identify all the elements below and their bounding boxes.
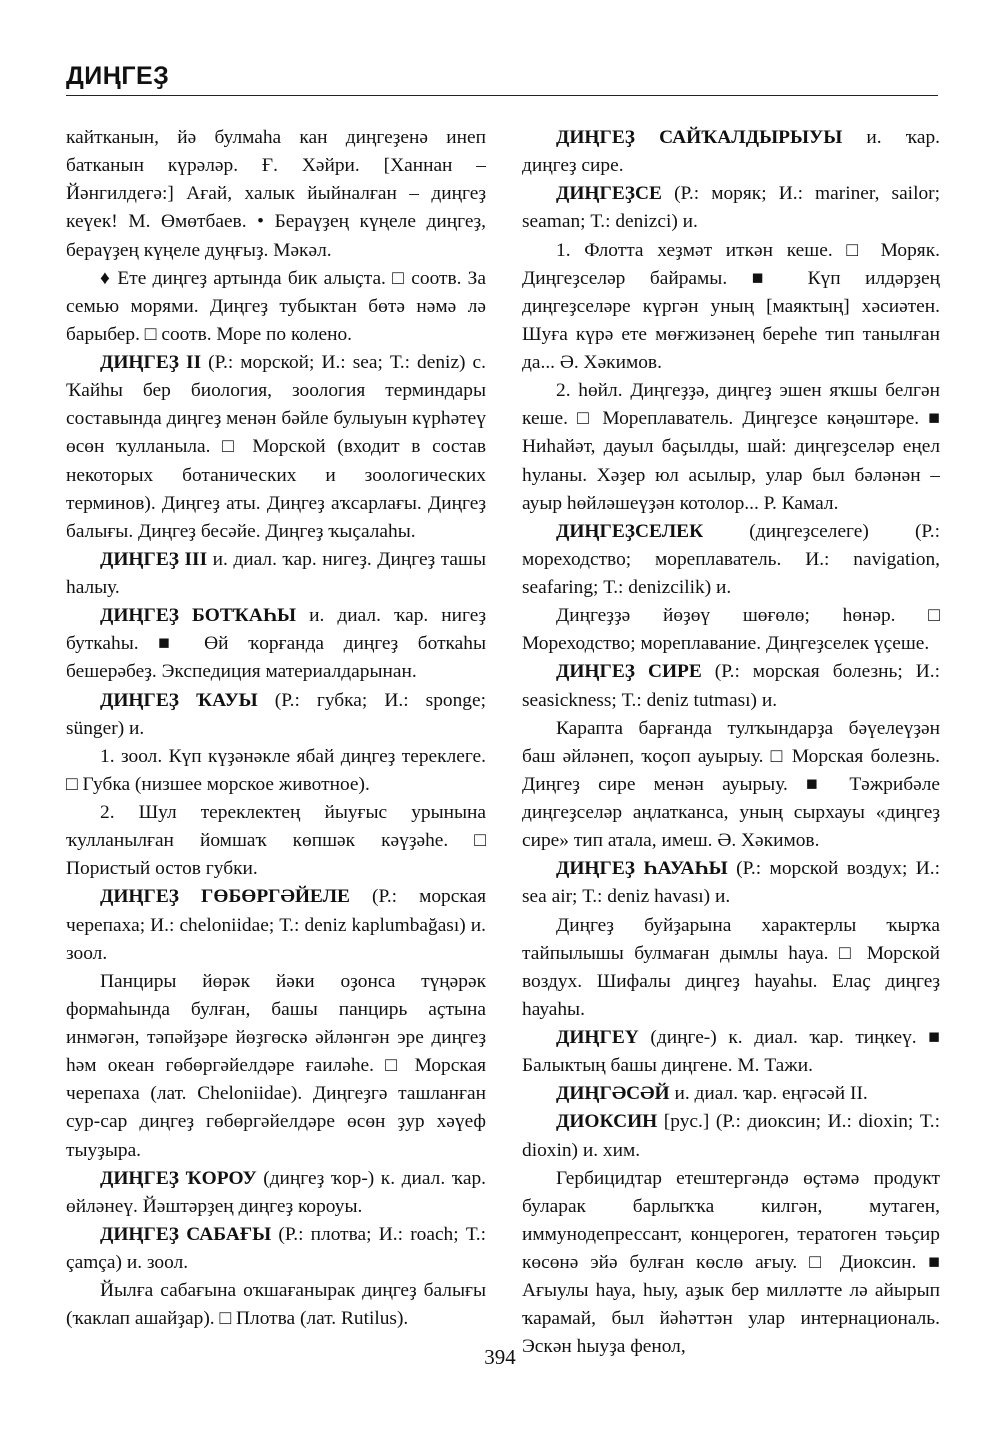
headword: ДИҢГЕҘСЕЛЕК [556, 520, 750, 542]
entry-paragraph: 1. зоол. Күп күҙәнәкле ябай диңгеҙ тереклеге. □ Губка (низшее морское животное). [66, 745, 486, 795]
left-column [66, 124, 486, 1333]
dictionary-entry: ДИОКСИН [рус.] (Р.: диоксин; И.: dioxin; Т.: dioxin) и. хим. [522, 1111, 940, 1161]
headword: ДИҢГЕҘ САЙҠАЛДЫРЫУЫ [556, 127, 843, 148]
entry-paragraph: Диңгеҙҙә йөҙөү шөғөлө; һөнәр. □ Мореходство; мореплавание. Диңгеҙселек үҫеше. [522, 605, 940, 655]
entry-paragraph: ♦ Ете диңгеҙ артында бик алыҫта. □ соотв. За семью морями. Диңгеҙ тубыктан бөтә нәмә лә барыбер. □ соотв. Море по колено. [66, 267, 486, 345]
headword: ДИҢГЕҘ СИРЕ [556, 661, 715, 683]
dictionary-entry: ДИҢГЕҘ ҺАУАҺЫ (Р.: морской воздух; И.: sea air; Т.: deniz havası) и. [522, 858, 940, 908]
entry-paragraph: Йылға сабағына оҡшағанырак диңгеҙ балығы (ҡаклап ашайҙар). □ Плотва (лат. Rutilus). [66, 1280, 486, 1330]
entry-paragraph: Гербицидтар етештергәндә өҫтәмә продукт буларак барлыҡҡа килгән, мутаген, иммунодепрессант, концероген, тератоген тәьҫир көсөнә эйә булған көслө ағыу. □ Диоксин. ■ Ағыулы һауа, һыу, аҙык бер милләтте лә айырып ҡарамай, был йәһәттән улар интернациональ. Эскән һыуҙа фенол, [522, 1167, 940, 1358]
headword: ДИҢГЕҘСЕ [556, 183, 675, 205]
dictionary-entry: ДИҢГЕҘ ГӨБӨРГӘЙЕЛЕ (Р.: морская черепаха; И.: cheloniidae; Т.: deniz kaplumbağası) и. зоол. [66, 886, 486, 964]
dictionary-entry: ДИҢГЕҘ II (Р.: морской; И.: sea; Т.: deniz) с. Ҡайһы бер биология, зоология терминдары составында диңгеҙ менән бәйле булыуын күрһәтеү өсөн ҡулланыла. □ Морской (входит в состав некоторых ботанических и зоологических терминов). Диңгеҙ аты. Диңгеҙ аҡсарлағы. Диңгеҙ балығы. Диңгеҙ бесәйе. Диңгеҙ ҡыҫалаһы. [66, 352, 486, 542]
dictionary-entry: ДИҢГӘСӘЙ и. диал. ҡар. еңгәсәй II. [556, 1083, 868, 1105]
dictionary-entry: ДИҢГЕҘ САЙҠАЛДЫРЫУЫ и. ҡар. диңгеҙ сире. [522, 127, 940, 177]
dictionary-entry: ДИҢГЕҘ САБАҒЫ (Р.: плотва; И.: roach; Т.: çamça) и. зоол. [66, 1223, 486, 1273]
headword: ДИҢГЕҘ ГӨБӨРГӘЙЕЛЕ [100, 886, 373, 908]
entry-paragraph: Панциры йөрәк йәки оҙонса түңәрәк формаһында булған, башы панцирь аҫтына инмәгән, тәпәйҙәре йөҙгөскә әйләнгән эре диңгеҙ һәм океан гөбөргәйелдәре ғаиләһе. □ Морская черепаха (лат. Cheloniidae). Диңгеҙгә ташланған сур-сар диңгеҙ гөбөргәйелдәре өсөн ҙур хәүеф тыуҙыра. [66, 970, 486, 1161]
entry-paragraph: 2. һөйл. Диңгеҙҙә, диңгеҙ эшен яҡшы белгән кеше. □ Мореплаватель. Диңгеҙсе кәңәштәре. ■ Ниһайәт, дауыл баҫылды, шай: диңгеҙселәр еңел һуланы. Хәҙер юл асылыр, улар был бәләнән – ауыр һөйләшеүҙән котолор... Р. Камал. [522, 380, 940, 514]
dictionary-entry: ДИҢГЕҘ БОТҠАҺЫ и. диал. ҡар. нигеҙ буткаһы. ■ Өй ҡорғанда диңгеҙ боткаһы бешерәбеҙ. Экспедиция материалдарынан. [66, 605, 486, 683]
entry-paragraph: Диңгеҙ буйҙарына характерлы ҡырҡа тайпылышы булмаған дымлы һауа. □ Морской воздух. Шифалы диңгеҙ һауаһы. Елаҫ диңгеҙ һауаһы. [522, 914, 940, 1020]
entry-paragraph: кайтканын, йә булмаһа кан диңгеҙенә инеп батканын күрәләр. Ғ. Хәйри. [Ханнан – Йәнгилдегә:] Ағай, халык йыйналған – диңгеҙ кеүек! М. Өмөтбаев. • Бераүҙең күңеле диңгеҙ, бераүҙең күңеле дуңғыҙ. Мәкәл. [66, 127, 486, 261]
dictionary-entry: ДИҢГЕҘ III и. диал. ҡар. нигеҙ. Диңгеҙ ташы һалыу. [66, 548, 486, 598]
headword: ДИҢГЕҘ ҺАУАҺЫ [556, 858, 737, 880]
headword: ДИҢГЕҘ ҠОРОУ [100, 1167, 264, 1189]
dictionary-entry: ДИҢГЕҘ СИРЕ (Р.: морская болезнь; И.: seasickness; Т.: deniz tutması) и. [522, 661, 940, 711]
headword: ДИҢГЕҘ II [100, 352, 209, 373]
entry-paragraph: Карапта барғанда тулҡындарҙа бәүелеүҙән баш әйләнеп, ҡоҫоп ауырыу. □ Морская болезнь. Диңгеҙ сире менән ауырыу. ■ Тәжрибәле диңгеҙселәр аңлатканса, уның сырхауы «диңгеҙ сире» тип атала, имеш. Ә. Хәкимов. [522, 717, 940, 852]
headword: ДИҢГЕҘ ҠАУЫ [100, 689, 275, 711]
dictionary-entry: ДИҢГЕҘСЕ (Р.: моряк; И.: mariner, sailor; seaman; Т.: denizci) и. [522, 183, 940, 233]
header-rule [66, 95, 938, 96]
headword: ДИҢГЕҘ III [100, 548, 208, 570]
entry-paragraph: 2. Шул тереклектең йыуғыс урынына ҡулланылған йомшаҡ көпшәк кәүҙәһе. □ Пористый остов губки. [66, 802, 486, 880]
headword: ДИҢГЕҘ БОТҠАҺЫ [100, 605, 297, 627]
headword: ДИҢГӘСӘЙ [556, 1083, 670, 1105]
dictionary-entry: ДИҢГЕҘСЕЛЕК (диңгеҙселеге) (Р.: мореходство; мореплаватель. И.: navigation, seafaring; Т.: denizcilik) и. [522, 520, 941, 598]
dictionary-entry: ДИҢГЕҮ (диңге-) к. диал. ҡар. тиңкеү. ■ Балыктың башы диңгене. М. Тажи. [522, 1027, 940, 1077]
page-number: 394 [484, 1345, 516, 1369]
headword: ДИҢГЕҮ [556, 1027, 651, 1048]
headword: ДИҢГЕҘ САБАҒЫ [100, 1223, 279, 1245]
right-column [522, 124, 940, 1362]
entry-paragraph: 1. Флотта хеҙмәт иткән кеше. □ Моряк. Диңгеҙселәр байрамы. ■ Күп илдәрҙең диңгеҙселәре күргән уның [маяктың] хәсиәтен. Шуға күрә ете мөғжизәнең береһе тип танылған да... Ә. Хәкимов. [522, 239, 940, 373]
running-head: ДИҢГЕҘ [66, 62, 170, 90]
dictionary-entry: ДИҢГЕҘ ҠОРОУ (диңгеҙ ҡор-) к. диал. ҡар. өйләнеү. Йәштәрҙең диңгеҙ короуы. [66, 1167, 486, 1217]
headword: ДИОКСИН [556, 1111, 664, 1133]
dictionary-entry: ДИҢГЕҘ ҠАУЫ (Р.: губка; И.: sponge; sünger) и. [66, 689, 486, 739]
